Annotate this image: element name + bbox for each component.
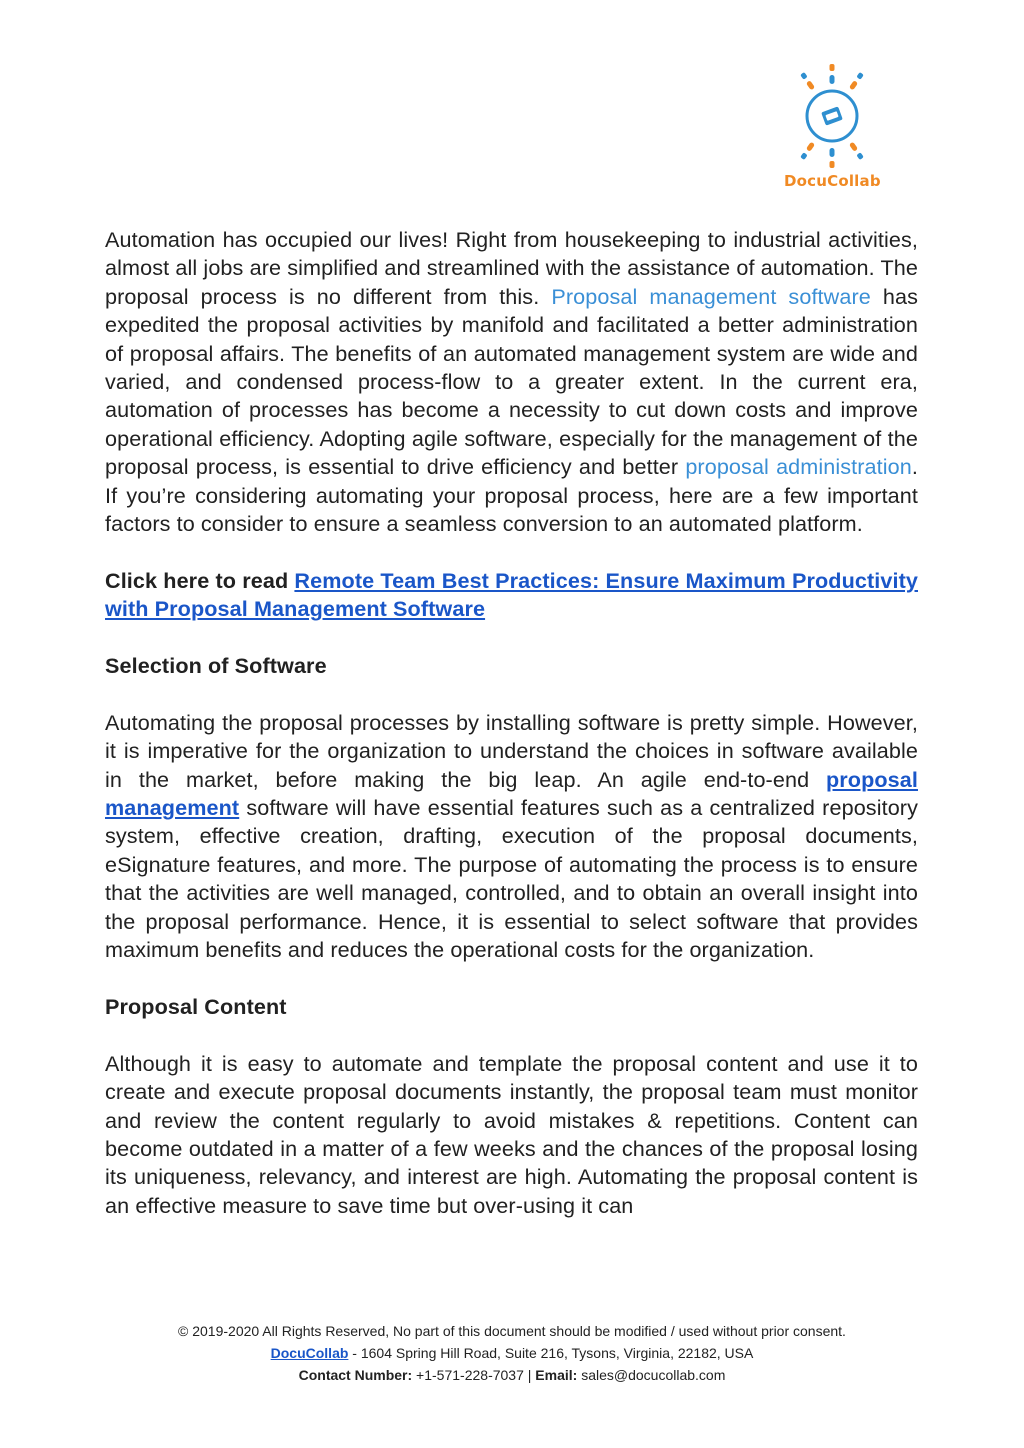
read-more-paragraph [105,567,918,624]
footer-copyright: © 2019-2020 All Rights Reserved, No part of this document should be modified / used without prior consent. [178,1323,846,1339]
document-body [105,226,918,1249]
logo-mark-icon [784,64,880,172]
email-value: sales@docucollab.com [577,1367,726,1383]
email-label: Email: [535,1367,578,1383]
footer-address: - 1604 Spring Hill Road, Suite 216, Tysons, Virginia, 22182, USA [348,1345,754,1361]
intro-text: has expedited the proposal activities by manifold and facilitated a better administration of proposal affairs. The benefits of an automated management system are wide and varied, and condensed process-flow to a greater extent. In the current era, automation of processes has become a necessity to cut down costs and improve operational efficiency. Adopting agile software, especially for the management of the proposal process, is essential to drive efficiency and better [105,283,918,480]
contact-label: Contact Number: [298,1367,413,1383]
proposal-management-software-link[interactable]: Proposal management software [551,283,871,309]
remote-team-best-practices-link[interactable]: Remote Team Best Practices: Ensure Maximum Productivity with Proposal Management Software [105,567,918,622]
intro-text: . If you’re considering automating your proposal process, here are a few important factors to consider to ensure a seamless conversion to an automated platform. [105,454,918,537]
intro-paragraph [105,226,918,538]
content-paragraph: Although it is easy to automate and template the proposal content and use it to create and execute proposal documents instantly, the proposal team must monitor and review the content regularly to avoid mistakes & repetitions. Content can become outdated in a matter of a few weeks and the chances of the proposal losing its uniqueness, relevancy, and interest are high. Automating the proposal content is an effective measure to save time but over-using it can [105,1050,918,1218]
proposal-administration-link[interactable]: proposal administration [685,454,912,480]
section-heading-selection: Selection of Software [105,653,327,679]
intro-text: Automation has occupied our lives! Right from housekeeping to industrial activities, almost all jobs are simplified and streamlined with the assistance of automation. The proposal process is no different from this. [105,227,918,309]
proposal-management-link[interactable]: proposal management [105,766,918,821]
logo-wordmark: DocuCollab [784,172,881,190]
selection-text: Automating the proposal processes by installing software is pretty simple. However, it is imperative for the organization to understand the choices in software available in the market, before making the big leap. An agile end-to-end [105,709,918,792]
page-footer [0,1320,1024,1386]
footer-contact-line [0,1364,1024,1386]
read-more-prefix: Click here to read [105,567,295,593]
footer-brand-link[interactable]: DocuCollab [270,1345,349,1361]
docucollab-logo [784,64,880,194]
footer-address-line [0,1342,1024,1364]
selection-text: software will have essential features such as a centralized repository system, effective creation, drafting, execution of the proposal documents, eSignature features, and more. The purpose of automating the process is to ensure that the activities are well managed, controlled, and to obtain an overall insight into the proposal performance. Hence, it is essential to select software that provides maximum benefits and reduces the operational costs for the organization. [105,795,918,963]
section-heading-content: Proposal Content [105,993,287,1019]
selection-paragraph [105,709,918,965]
contact-value: +1-571-228-7037 | [412,1367,536,1383]
